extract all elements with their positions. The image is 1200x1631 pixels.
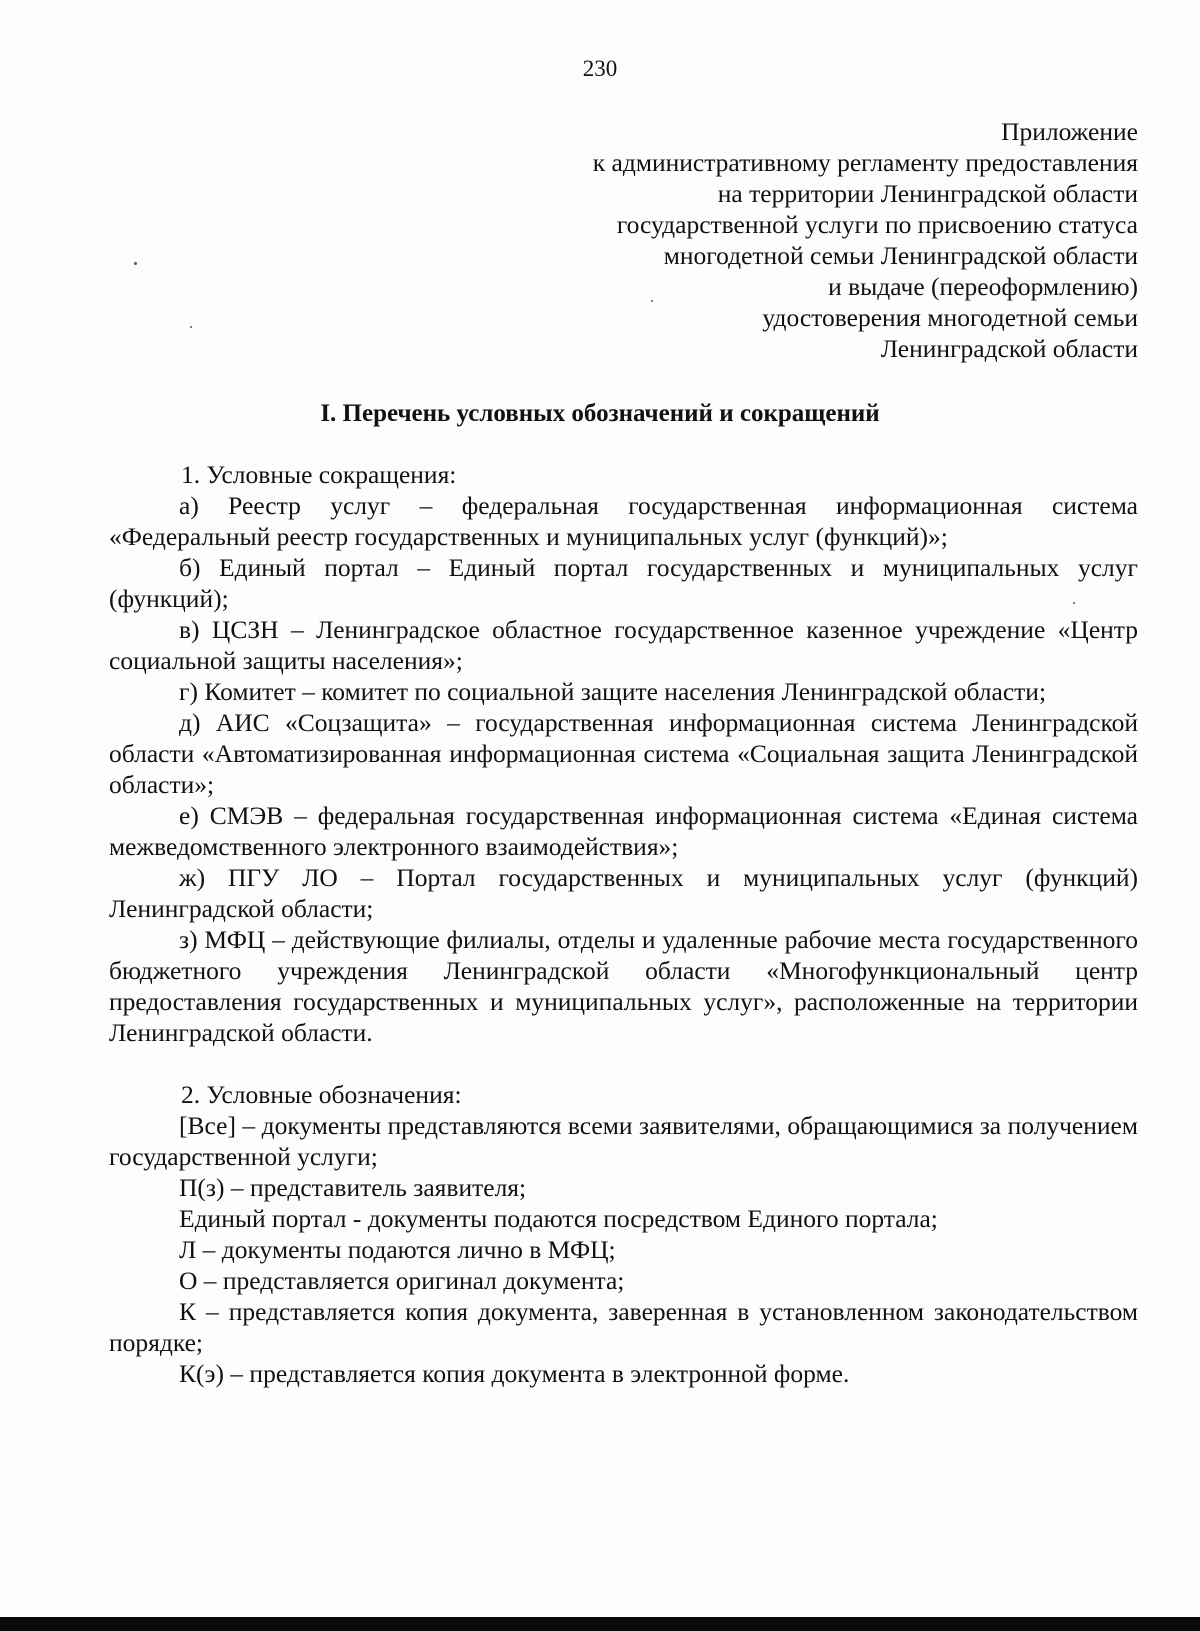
scan-speck (190, 326, 192, 328)
designation-item: [Все] – документы представляются всеми заявителями, обращающимися за получением государственной услуги; (109, 1111, 1138, 1171)
appendix-line: Приложение (1001, 117, 1138, 146)
scan-speck (134, 262, 137, 265)
appendix-line: к административному регламенту предоставления (592, 148, 1138, 177)
abbreviation-item: а) Реестр услуг – федеральная государственная информационная система «Федеральный реестр государственных и муниципальных услуг (функций)»; (109, 491, 1138, 551)
abbreviation-item: е) СМЭВ – федеральная государственная информационная система «Единая система межведомственного электронного взаимодействия»; (109, 801, 1138, 861)
page-number: 230 (582, 56, 618, 81)
scan-speck (651, 300, 653, 302)
paragraph-gap (109, 1048, 1138, 1079)
abbreviation-item: в) ЦСЗН – Ленинградское областное государственное казенное учреждение «Центр социальной защиты населения»; (109, 615, 1138, 675)
appendix-line: многодетной семьи Ленинградской области (663, 241, 1138, 270)
designation-item: Единый портал - документы подаются посредством Единого портала; (179, 1204, 938, 1233)
appendix-line: на территории Ленинградской области (717, 179, 1138, 208)
designations-heading: 2. Условные обозначения: (181, 1080, 462, 1109)
abbreviation-item: з) МФЦ – действующие филиалы, отделы и удаленные рабочие места государственного бюджетного учреждения Ленинградской области «Многофункциональный центр предоставления государственных и муниципальных услуг», расположенные на территории Ленинградской области. (109, 925, 1138, 1047)
appendix-line: удостоверения многодетной семьи (762, 303, 1138, 332)
designation-item: К(э) – представляется копия документа в электронной форме. (179, 1359, 850, 1388)
appendix-line: Ленинградской области (880, 334, 1138, 363)
designation-item: Л – документы подаются лично в МФЦ; (179, 1235, 616, 1264)
appendix-line: и выдаче (переоформлению) (828, 272, 1138, 301)
scan-speck (1073, 602, 1075, 604)
section-heading: I. Перечень условных обозначений и сокращений (320, 400, 880, 427)
abbreviations-heading: 1. Условные сокращения: (181, 460, 457, 489)
abbreviation-item: ж) ПГУ ЛО – Портал государственных и муниципальных услуг (функций) Ленинградской области; (109, 863, 1138, 923)
designation-item: К – представляется копия документа, заверенная в установленном законодательством порядке; (109, 1297, 1138, 1357)
document-body (109, 459, 1138, 1389)
abbreviation-item: б) Единый портал – Единый портал государственных и муниципальных услуг (функций); (109, 553, 1138, 613)
designation-item: П(з) – представитель заявителя; (179, 1173, 527, 1202)
designation-item: О – представляется оригинал документа; (179, 1266, 625, 1295)
abbreviation-item: д) АИС «Соцзащита» – государственная информационная система Ленинградской области «Автоматизированная информационная система «Социальная защита Ленинградской области»; (109, 708, 1138, 799)
appendix-block (438, 116, 1138, 364)
appendix-line: государственной услуги по присвоению статуса (616, 210, 1138, 239)
scan-bottom-edge (0, 1617, 1200, 1631)
abbreviation-item: г) Комитет – комитет по социальной защите населения Ленинградской области; (179, 677, 1047, 706)
